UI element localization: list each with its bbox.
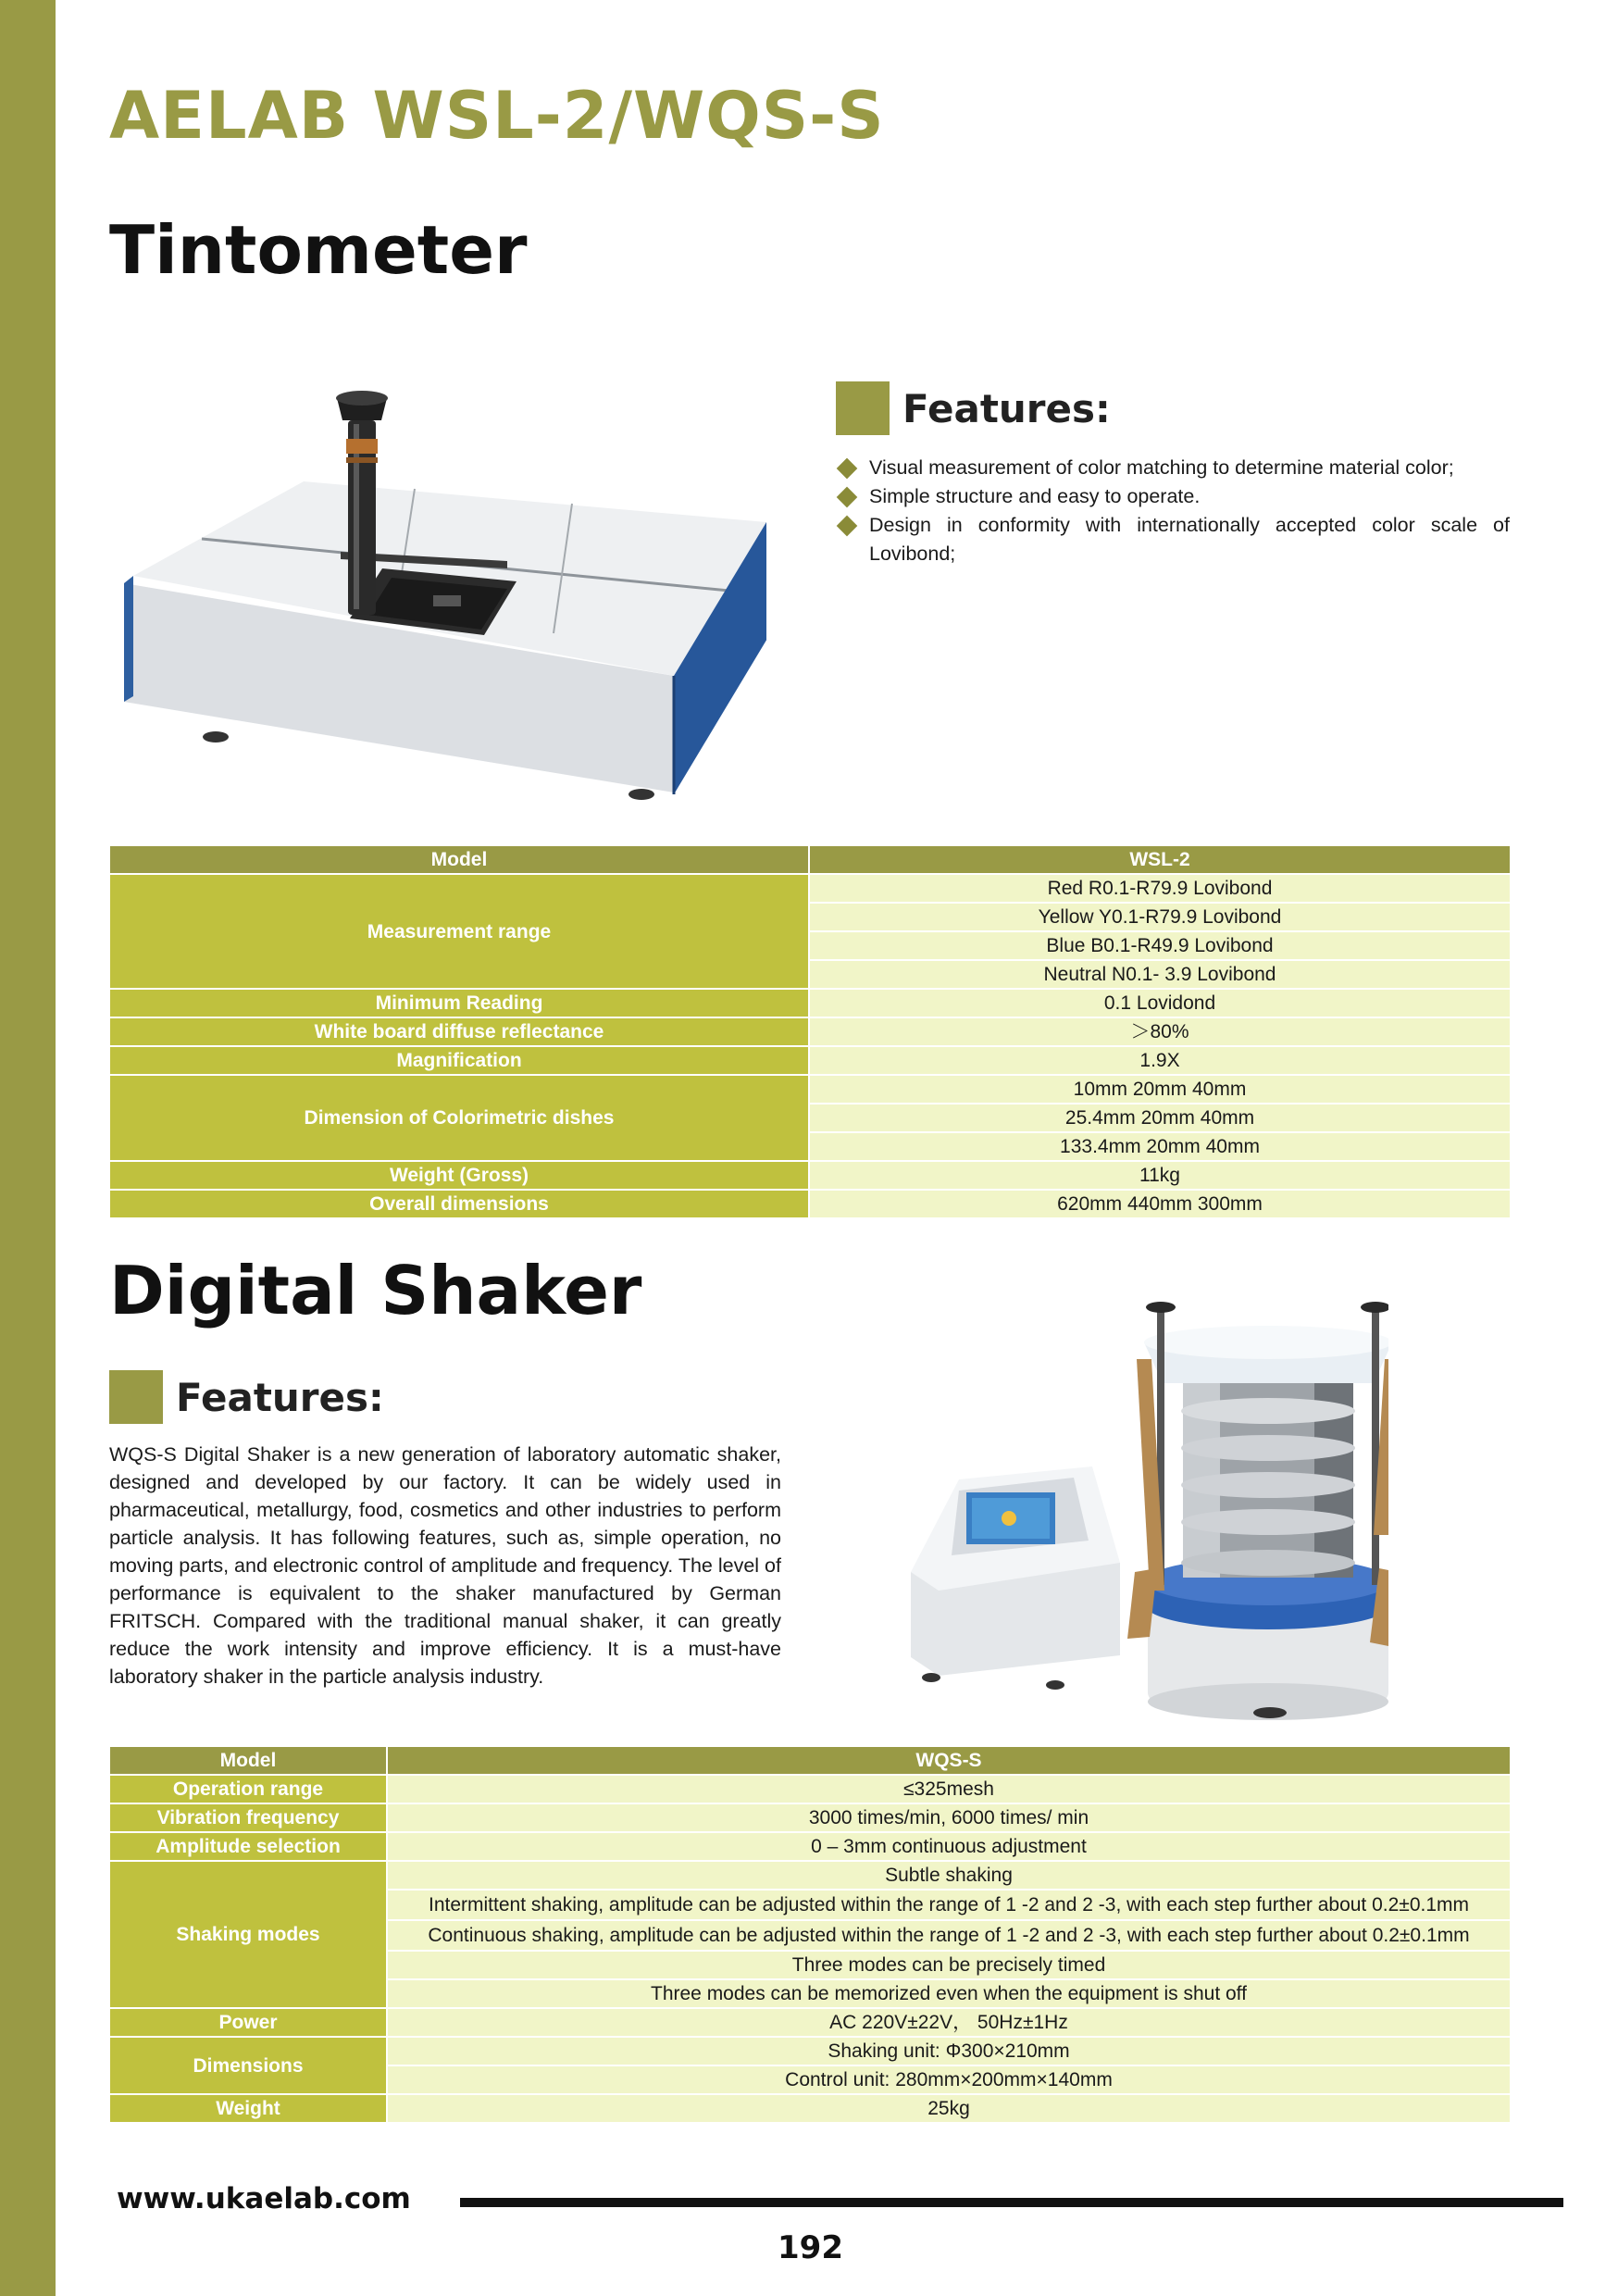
row-label: Vibration frequency [109, 1803, 387, 1832]
row-value: 11kg [809, 1161, 1511, 1190]
row-value: 620mm 440mm 300mm [809, 1190, 1511, 1218]
row-label: Weight [109, 2094, 387, 2123]
row-value: 0.1 Lovidond [809, 989, 1511, 1017]
table-row [109, 989, 1511, 1017]
row-value: Shaking unit: Φ300×210mm [387, 2037, 1511, 2065]
tintometer-spec-table [108, 844, 1512, 1219]
table-row [109, 1861, 1511, 1890]
brand-title: AELAB WSL-2/WQS-S [109, 78, 885, 154]
table-row [109, 1803, 1511, 1832]
row-label: Measurement range [109, 874, 809, 989]
row-value: AC 220V±22V， 50Hz±1Hz [387, 2008, 1511, 2037]
row-label: Power [109, 2008, 387, 2037]
diamond-bullet-icon [837, 516, 858, 537]
table-row [109, 2094, 1511, 2123]
table-header-value: WSL-2 [809, 845, 1511, 874]
feature-item: Design in conformity with internationally accepted color scale of Lovibond; [836, 511, 1510, 568]
row-label: Magnification [109, 1046, 809, 1075]
row-value: Three modes can be precisely timed [387, 1951, 1511, 1979]
row-label: Shaking modes [109, 1861, 387, 2008]
row-value: Three modes can be memorized even when the equipment is shut off [387, 1979, 1511, 2008]
heading-square-icon [836, 381, 890, 435]
table-row [109, 2008, 1511, 2037]
row-value: 10mm 20mm 40mm [809, 1075, 1511, 1104]
row-label: Overall dimensions [109, 1190, 809, 1218]
sidebar-band [0, 0, 56, 2296]
website-link[interactable]: www.ukaelab.com [117, 2182, 411, 2215]
row-value: Control unit: 280mm×200mm×140mm [387, 2065, 1511, 2094]
shaker-image [907, 1294, 1388, 1720]
table-row [109, 1832, 1511, 1861]
tintometer-features-heading [836, 381, 1111, 435]
feature-item: Simple structure and easy to operate. [836, 482, 1510, 511]
table-row [109, 2037, 1511, 2065]
shaker-spec-table [108, 1745, 1512, 2124]
shaker-title: Digital Shaker [109, 1252, 642, 1329]
row-value: 0 – 3mm continuous adjustment [387, 1832, 1511, 1861]
footer-rule [460, 2198, 1563, 2207]
tintometer-feature-list [836, 454, 1510, 568]
row-value: 133.4mm 20mm 40mm [809, 1132, 1511, 1161]
row-label: White board diffuse reflectance [109, 1017, 809, 1046]
table-header-value: WQS-S [387, 1746, 1511, 1775]
row-label: Amplitude selection [109, 1832, 387, 1861]
diamond-bullet-icon [837, 458, 858, 480]
row-value: Yellow Y0.1-R79.9 Lovibond [809, 903, 1511, 931]
row-label: Dimension of Colorimetric dishes [109, 1075, 809, 1161]
row-label: Minimum Reading [109, 989, 809, 1017]
row-value: Intermittent shaking, amplitude can be adjusted within the range of 1 -2 and 2 -3, with each step further about 0.2±0.1mm [387, 1890, 1511, 1920]
row-value: Blue B0.1-R49.9 Lovibond [809, 931, 1511, 960]
row-value: Red R0.1-R79.9 Lovibond [809, 874, 1511, 903]
features-heading-text: Features: [176, 1374, 384, 1420]
table-row [109, 1190, 1511, 1218]
row-value: Continuous shaking, amplitude can be adjusted within the range of 1 -2 and 2 -3, with each step further about 0.2±0.1mm [387, 1920, 1511, 1951]
feature-item: Visual measurement of color matching to determine material color; [836, 454, 1510, 482]
shaker-features-heading [109, 1370, 384, 1424]
table-row [109, 1161, 1511, 1190]
table-row [109, 1746, 1511, 1775]
row-value: ＞80% [809, 1017, 1511, 1046]
features-heading-text: Features: [902, 385, 1111, 431]
row-label: Dimensions [109, 2037, 387, 2094]
table-row [109, 1075, 1511, 1104]
row-value: ≤325mesh [387, 1775, 1511, 1803]
row-label: Operation range [109, 1775, 387, 1803]
row-value: Neutral N0.1- 3.9 Lovibond [809, 960, 1511, 989]
diamond-bullet-icon [837, 487, 858, 508]
row-label: Weight (Gross) [109, 1161, 809, 1190]
shaker-description: WQS-S Digital Shaker is a new generation of laboratory automatic shaker, designed and developed by our factory. It can be widely used in pharmaceutical, metallurgy, food, cosmetics and other industries to perform particle analysis. It has following features, such as, simple operation, no moving parts, and electronic control of amplitude and frequency. The level of performance is equivalent to the shaker manufactured by German FRITSCH. Compared with the traditional manual shaker, it can greatly reduce the work intensity and improve efficiency. It is a must-have laboratory shaker in the particle analysis industry. [109, 1443, 781, 1688]
table-row [109, 874, 1511, 903]
table-row [109, 1775, 1511, 1803]
table-header-label: Model [109, 1746, 387, 1775]
tintometer-image [118, 387, 766, 804]
row-value: 25.4mm 20mm 40mm [809, 1104, 1511, 1132]
table-row [109, 1046, 1511, 1075]
table-row [109, 1017, 1511, 1046]
page-number: 192 [778, 2229, 843, 2266]
row-value: 1.9X [809, 1046, 1511, 1075]
table-row [109, 845, 1511, 874]
heading-square-icon [109, 1370, 163, 1424]
row-value: 3000 times/min, 6000 times/ min [387, 1803, 1511, 1832]
table-header-label: Model [109, 845, 809, 874]
row-value: 25kg [387, 2094, 1511, 2123]
tintometer-title: Tintometer [109, 211, 528, 289]
row-value: Subtle shaking [387, 1861, 1511, 1890]
